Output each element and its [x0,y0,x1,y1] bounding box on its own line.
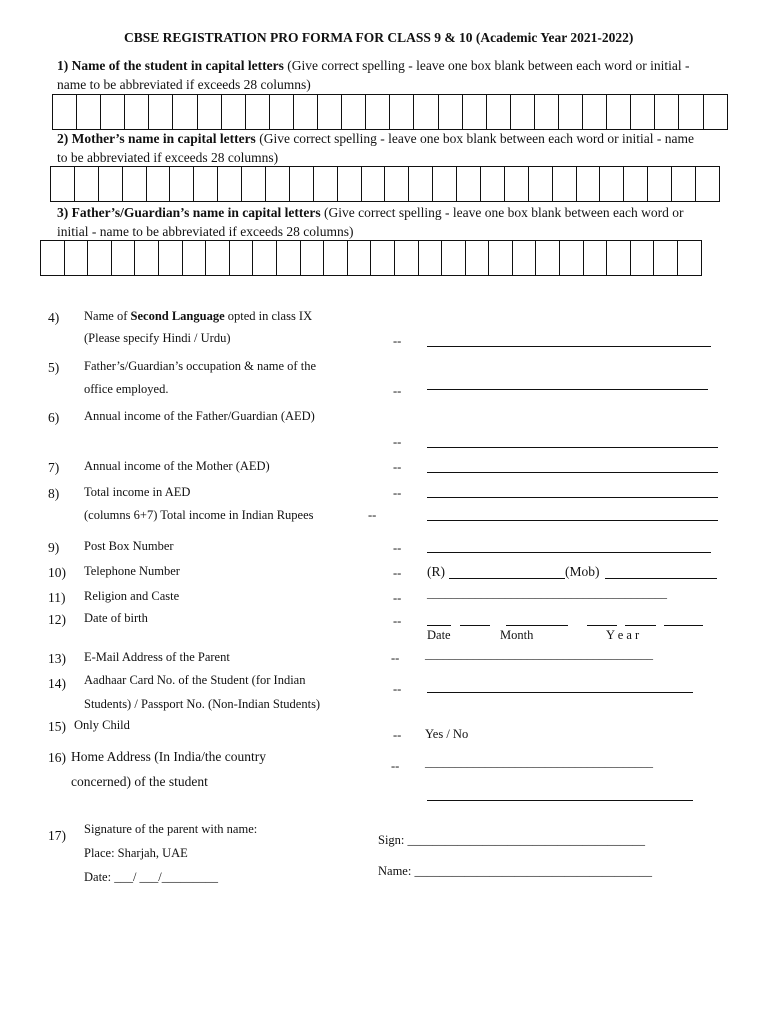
letter-box[interactable] [672,166,696,202]
q10-number: 10) [48,565,66,580]
q5-label-line1: Father’s/Guardian’s occupation & name of the [84,359,316,373]
q16-number: 16) [48,750,66,765]
q9-number: 9) [48,540,60,555]
q12-label: Date of birth [84,611,148,625]
letter-box[interactable] [631,94,655,130]
q14-label-line2: Students) / Passport No. (Non-Indian Students) [84,697,321,711]
letter-box[interactable] [294,94,318,130]
q16-answer-line2[interactable] [427,800,693,801]
letter-box[interactable] [463,94,487,130]
letter-box[interactable] [270,94,294,130]
dob-year-caption: Y e a r [606,628,640,642]
letter-box[interactable] [419,240,443,276]
q5-label-line2: office employed. [84,382,169,396]
section-father-name-label [57,203,707,241]
letter-box[interactable] [125,94,149,130]
q7-label: Annual income of the Mother (AED) [84,459,270,473]
letter-box[interactable] [560,240,584,276]
letter-box[interactable] [198,94,222,130]
letter-box[interactable] [348,240,372,276]
letter-box[interactable] [101,94,125,130]
letter-box[interactable] [466,240,490,276]
q13-dash: -- [391,651,400,665]
section-student-name-label [57,56,707,94]
letter-box[interactable] [679,94,703,130]
q12-number: 12) [48,612,66,627]
letter-box[interactable] [173,94,197,130]
q14-answer-line[interactable] [427,692,693,693]
q11-number: 11) [48,590,66,605]
letter-box[interactable] [362,166,386,202]
q16-label-line1: Home Address (In India/the country [71,749,266,764]
q11-answer-line[interactable]: ________________________________________ [427,586,667,600]
q4-label-pre: Name of [84,309,131,323]
q7-number: 7) [48,460,60,475]
letter-box[interactable] [577,166,601,202]
letter-box[interactable] [511,94,535,130]
letter-box[interactable] [53,94,77,130]
q8-number: 8) [48,486,60,501]
letter-box[interactable] [442,240,466,276]
letter-box[interactable] [194,166,218,202]
letter-box[interactable] [513,240,537,276]
q15-dash: -- [393,728,402,742]
q5-dash: -- [393,384,402,398]
letter-box[interactable] [147,166,171,202]
q6-number: 6) [48,410,60,425]
letter-box[interactable] [559,94,583,130]
letter-box[interactable] [371,240,395,276]
letter-box[interactable] [290,166,314,202]
letter-box[interactable] [123,166,147,202]
form-title: CBSE REGISTRATION PRO FORMA FOR CLASS 9 & 10 (Academic Year 2021-2022) [124,30,634,45]
section-2-bold: 2) Mother’s name in capital letters [57,131,256,146]
q11-label: Religion and Caste [84,589,180,603]
q10-mobile-line[interactable] [605,578,717,579]
section-3-text: (Give correct spelling - leave one box blank between each word or initial - name to be abbreviated if exceeds 28 columns) [57,205,684,239]
q7-answer-line[interactable] [427,472,718,473]
letter-box[interactable] [88,240,112,276]
letter-box[interactable] [536,240,560,276]
q17-name-line[interactable]: Name: ______________________________________ [378,864,652,878]
letter-box[interactable] [390,94,414,130]
q4-dash: -- [393,334,402,348]
letter-box[interactable] [75,166,99,202]
letter-box[interactable] [183,240,207,276]
q14-label-line1: Aadhaar Card No. of the Student (for Indian [84,673,306,687]
dob-day-1[interactable] [427,625,451,626]
letter-box[interactable] [535,94,559,130]
letter-box[interactable] [600,166,624,202]
q17-sign-line[interactable]: Sign: ______________________________________ [378,833,646,847]
q4-number: 4) [48,310,60,325]
q15-answer[interactable]: Yes / No [425,727,469,741]
q8-dash: -- [393,486,402,500]
dob-month-line[interactable] [506,625,568,626]
letter-box[interactable] [51,166,75,202]
q17-date[interactable]: Date: ___/ ___/_________ [84,870,219,884]
letter-box[interactable] [439,94,463,130]
letter-box[interactable] [584,240,608,276]
letter-box[interactable] [481,166,505,202]
q13-number: 13) [48,651,66,666]
section-3-bold: 3) Father’s/Guardian’s name in capital letters [57,205,321,220]
letter-box[interactable] [489,240,513,276]
q16-label-line2: concerned) of the student [71,774,208,789]
section-2-text: (Give correct spelling - leave one box blank between each word or initial - name to be abbreviated if exceeds 28 columns) [57,131,695,165]
q16-answer-line1[interactable]: ______________________________________ [425,755,653,769]
q14-number: 14) [48,676,66,691]
mother-name-boxes[interactable] [50,166,720,202]
letter-box[interactable] [457,166,481,202]
q17-number: 17) [48,828,66,843]
letter-box[interactable] [342,94,366,130]
q9-answer-line[interactable] [427,552,711,553]
q12-dash: -- [393,614,402,628]
q8-label-line2: (columns 6+7) Total income in Indian Rupees [84,508,314,522]
q15-label: Only Child [74,718,130,732]
letter-box[interactable] [149,94,173,130]
letter-box[interactable] [487,94,511,130]
letter-box[interactable] [338,166,362,202]
letter-box[interactable] [314,166,338,202]
letter-box[interactable] [318,94,342,130]
q8-answer-line-inr[interactable] [427,520,718,521]
letter-box[interactable] [324,240,348,276]
q8-answer-line-aed[interactable] [427,497,718,498]
q16-dash: -- [391,759,400,773]
dob-month-caption: Month [500,628,534,642]
letter-box[interactable] [301,240,325,276]
letter-box[interactable] [414,94,438,130]
q9-dash: -- [393,541,402,555]
student-name-boxes[interactable] [52,94,728,130]
q4-label-post: opted in class IX [224,309,313,323]
dob-year-3[interactable] [664,625,703,626]
q10-mobile-label: (Mob) [565,564,600,579]
q4-label [84,309,312,324]
q10-label: Telephone Number [84,564,180,578]
letter-box[interactable] [529,166,553,202]
letter-box[interactable] [277,240,301,276]
q17-label: Signature of the parent with name: [84,822,258,836]
letter-box[interactable] [655,94,679,130]
letter-box[interactable] [505,166,529,202]
letter-box[interactable] [230,240,254,276]
q5-answer-line[interactable] [427,389,708,390]
letter-box[interactable] [218,166,242,202]
q13-label: E-Mail Address of the Parent [84,650,230,664]
letter-box[interactable] [696,166,720,202]
dob-year-2[interactable] [625,625,656,626]
q10-residence-line[interactable] [449,578,565,579]
letter-box[interactable] [583,94,607,130]
letter-box[interactable] [253,240,277,276]
letter-box[interactable] [159,240,183,276]
letter-box[interactable] [242,166,266,202]
q14-dash: -- [393,682,402,696]
q10-residence-label: (R) [427,564,445,579]
letter-box[interactable] [385,166,409,202]
letter-box[interactable] [206,240,230,276]
letter-box[interactable] [77,94,101,130]
letter-box[interactable] [170,166,194,202]
q11-dash: -- [393,591,402,605]
dob-day-2[interactable] [460,625,490,626]
dob-year-1[interactable] [587,625,617,626]
letter-box[interactable] [631,240,655,276]
letter-box[interactable] [366,94,390,130]
letter-box[interactable] [266,166,290,202]
q6-label: Annual income of the Father/Guardian (AED) [84,409,315,423]
section-mother-name-label [57,129,707,167]
letter-box[interactable] [99,166,123,202]
q5-number: 5) [48,360,60,375]
q17-place: Place: Sharjah, UAE [84,846,188,860]
letter-box[interactable] [648,166,672,202]
letter-box[interactable] [409,166,433,202]
letter-box[interactable] [678,240,702,276]
letter-box[interactable] [246,94,270,130]
q8-label-line1: Total income in AED [84,485,191,499]
q13-answer-line[interactable]: ______________________________________ [425,647,653,661]
q10-dash: -- [393,566,402,580]
q7-dash: -- [393,460,402,474]
father-name-boxes[interactable] [40,240,702,276]
dob-date-caption: Date [427,628,451,642]
letter-box[interactable] [41,240,65,276]
q8-dash-inr: -- [368,508,377,522]
letter-box[interactable] [112,240,136,276]
q15-number: 15) [48,719,66,734]
letter-box[interactable] [135,240,159,276]
letter-box[interactable] [624,166,648,202]
letter-box[interactable] [553,166,577,202]
letter-box[interactable] [607,240,631,276]
section-1-bold: 1) Name of the student in capital letters [57,58,284,73]
q6-answer-line[interactable] [427,447,718,448]
q4-label-line2: (Please specify Hindi / Urdu) [84,331,231,345]
q4-label-bold: Second Language [130,309,225,323]
letter-box[interactable] [433,166,457,202]
letter-box[interactable] [65,240,89,276]
q9-label: Post Box Number [84,539,174,553]
letter-box[interactable] [654,240,678,276]
section-1-text: (Give correct spelling - leave one box blank between each word or initial - name to be abbreviated if exceeds 28 columns) [57,58,690,92]
letter-box[interactable] [395,240,419,276]
q6-dash: -- [393,435,402,449]
letter-box[interactable] [607,94,631,130]
letter-box[interactable] [222,94,246,130]
q4-answer-line[interactable] [427,346,711,347]
letter-box[interactable] [704,94,728,130]
